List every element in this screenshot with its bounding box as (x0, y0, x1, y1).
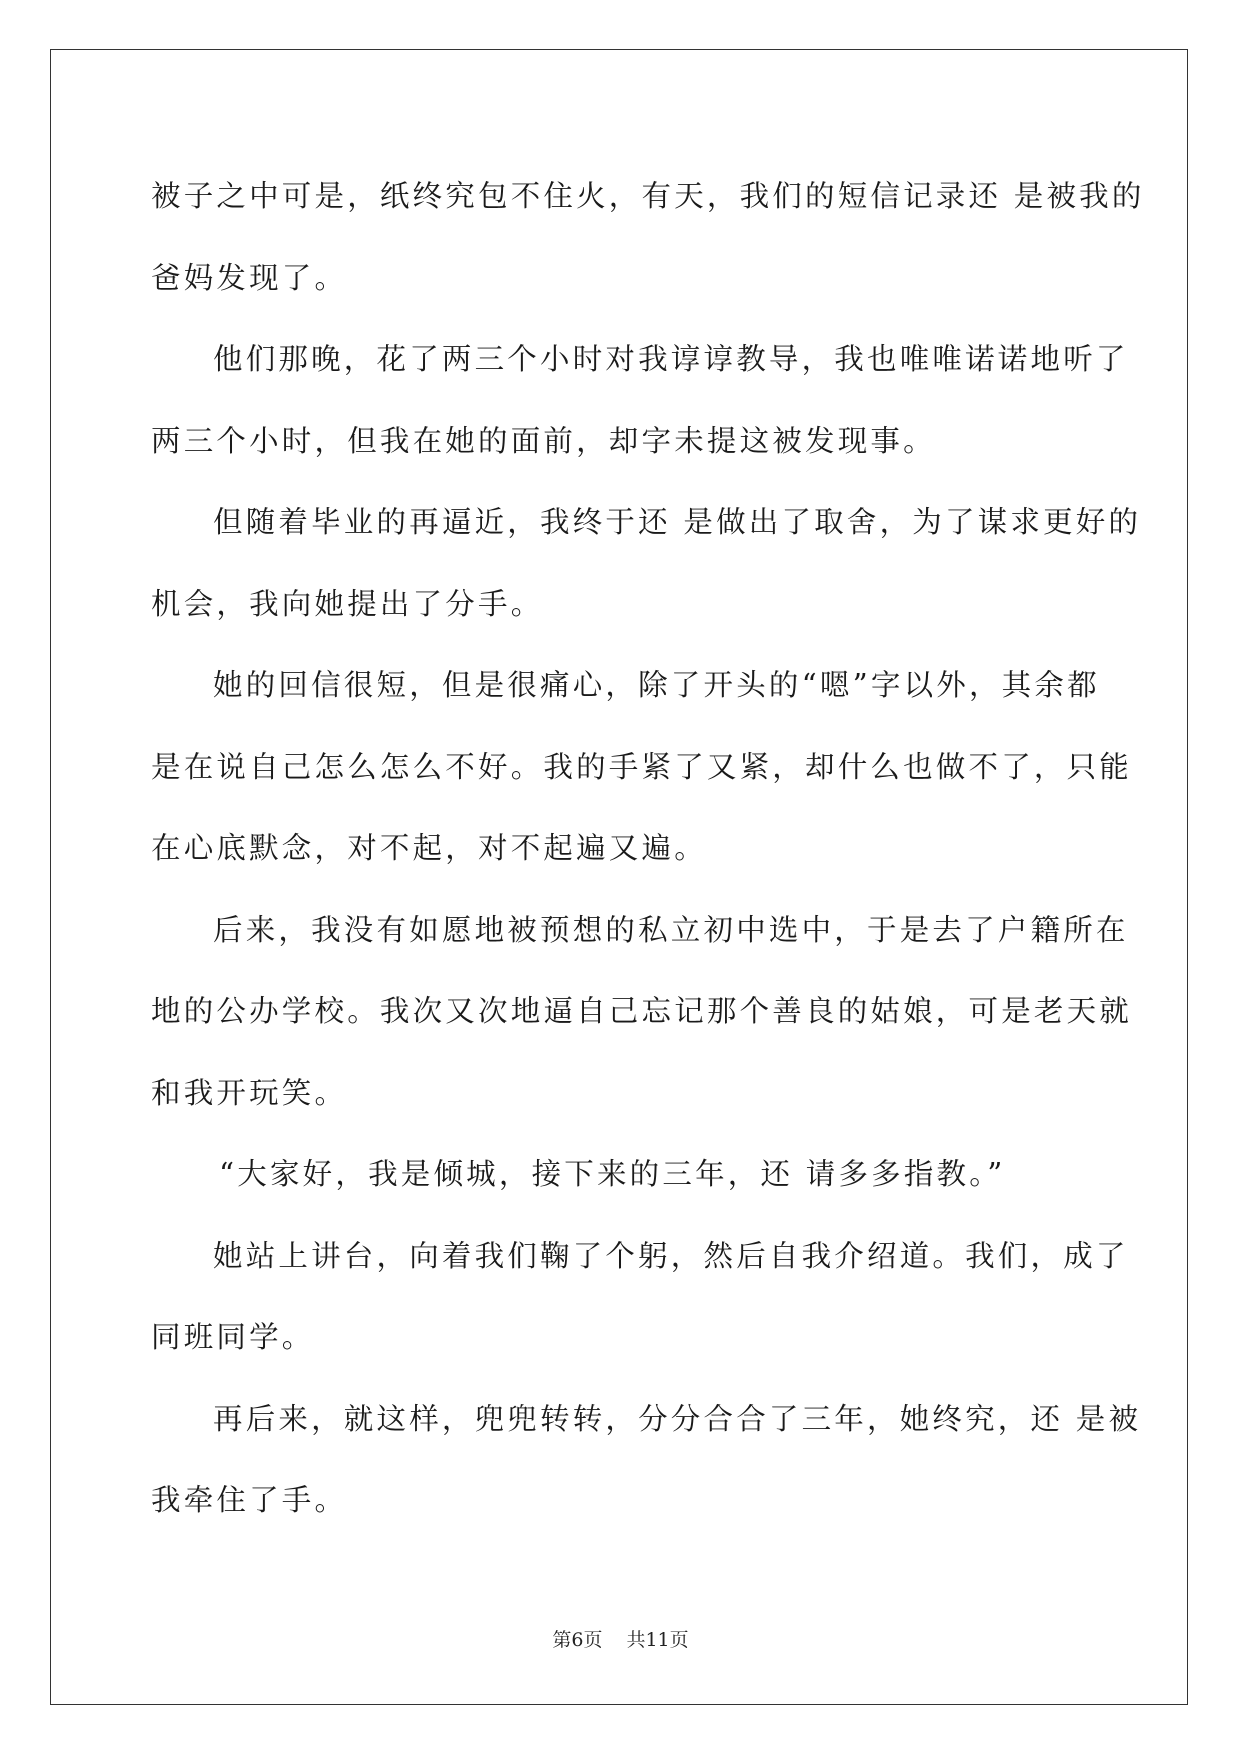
paragraph (151, 319, 1129, 482)
text-line: 同班同学。 (151, 1320, 315, 1354)
paragraph (151, 645, 1133, 890)
text-line: 但随着毕业的再逼近，我终于还 是做出了取舍，为了谋求更好的 (213, 505, 1142, 539)
text-line: 机会，我向她提出了分手。 (151, 586, 544, 621)
text-line: 地的公办学校。我次又次地逼自己忘记那个善良的姑娘，可是老天就 (151, 994, 1133, 1028)
text-line: 和我开玩笑。 (151, 1075, 348, 1110)
paragraph (151, 1216, 1129, 1379)
text-line: 他们那晚，花了两三个小时对我谆谆教导，我也唯唯诺诺地听了 (213, 342, 1129, 376)
paragraph (151, 890, 1133, 1135)
text-line: 在心底默念，对不起，对不起遍又遍。 (151, 831, 707, 865)
paragraph (151, 482, 1142, 645)
page-number: 第6页 (552, 1629, 603, 1651)
text-line: 爸妈发现了。 (151, 260, 348, 295)
text-line: “大家好，我是倾城，接下来的三年，还 请多多指教。” (219, 1157, 1006, 1191)
page-total: 共11页 (626, 1629, 689, 1651)
page-footer (0, 1625, 1241, 1652)
paragraph (151, 1379, 1142, 1542)
text-line: 我牵住了手。 (151, 1483, 348, 1517)
document-body (151, 156, 1145, 1542)
text-line: 两三个小时，但我在她的面前，却字未提这被发现事。 (151, 423, 936, 458)
text-line: 她的回信很短，但是很痛心，除了开头的“嗯”字以外，其余都 (213, 668, 1100, 702)
text-line: 被子之中可是，纸终究包不住火，有天，我们的短信记录还 是被我的 (151, 179, 1145, 213)
paragraph (151, 156, 1145, 319)
text-line: 再后来，就这样，兜兜转转，分分合合了三年，她终究，还 是被 (213, 1401, 1142, 1436)
text-line: 她站上讲台，向着我们鞠了个躬，然后自我介绍道。我们，成了 (213, 1238, 1129, 1273)
text-line: 后来，我没有如愿地被预想的私立初中选中，于是去了户籍所在 (213, 912, 1129, 947)
text-line: 是在说自己怎么怎么不好。我的手紧了又紧，却什么也做不了，只能 (151, 749, 1133, 784)
paragraph-quote (151, 1134, 1091, 1216)
